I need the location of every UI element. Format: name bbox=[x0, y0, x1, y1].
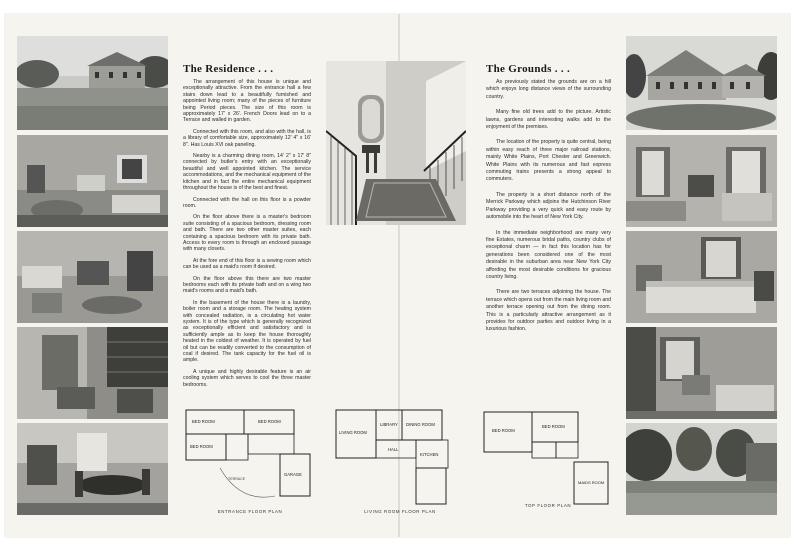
grounds-text bbox=[486, 79, 611, 379]
grounds-trees-photo bbox=[626, 423, 777, 515]
grounds-paragraph: As previously stated the grounds are on a hill which enjoys long distance views of the surrounding country. bbox=[486, 79, 611, 100]
grounds-paragraph: The property is a short distance north of the Merrick Parkway which adjoins the Hutchinson River Parkway providing a very quick and easy route by automobile into the heart of New York City. bbox=[486, 191, 611, 221]
house-exterior-photo bbox=[17, 36, 168, 130]
top-floor-plan-caption: TOP FLOOR PLAN bbox=[524, 503, 572, 508]
garage-label: GARAGE bbox=[284, 472, 302, 477]
entrance-bed-room-label: BED ROOM bbox=[190, 444, 213, 449]
grounds-paragraph: There are two terraces adjoining the house. The terrace which opens out from the main living room and another terrace opening out from the dining room. This is a particularly attractive arrangement as it provides for outdoor parties and outdoor living in a luxurious fashion. bbox=[486, 289, 611, 333]
residence-paragraph: In the basement of the house there is a laundry, boiler room and a storage room. The heating system with concealed radiation, is a circulating hot water system. It is of the type which is generally recognized as exceptionally efficient and satisfactory and is sufficiently ample as to keep the house thoroughly heated in the coldest of weather. It is operated by fuel oil but can be readily converted to the consumption of coal if desired. The tank capacity for the fuel oil is ample. bbox=[183, 299, 311, 364]
residence-paragraph: On the floor above this there are two master bedrooms each with its private bath and on a wing two maid's rooms and a maid's bath. bbox=[183, 275, 311, 295]
terrace-label: TERRACE bbox=[228, 477, 246, 481]
residence-heading: The Residence . . . bbox=[183, 63, 274, 75]
stair-hall-photo bbox=[326, 61, 466, 225]
grounds-heading: The Grounds . . . bbox=[486, 63, 571, 75]
grounds-paragraph: In the immediate neighborhood are many very fine Estates, numerous bridal paths, country clubs of exceptional charm — in fact this location has for generations been considered one of the most desirable in the suburban area near New York City affording the most desirable conditions for gracious country living. bbox=[486, 229, 611, 280]
residence-paragraph: Nearby is a charming dining room, 14' 2" x 17' 8" connected by butler's entry with an exceptionally beautiful and well appointed kitchen. The service accommodations, and the mechanical equipment of the kitchen and in fact the entire mechanical equipment throughout the house is of the best and finest. bbox=[183, 153, 311, 192]
living-room-floor-plan bbox=[330, 408, 470, 508]
sitting-bedroom-photo bbox=[626, 327, 777, 419]
house-front-photo bbox=[626, 36, 777, 130]
hall-label: HALL bbox=[388, 447, 399, 452]
entrance-bed-room-label: BED ROOM bbox=[258, 419, 281, 424]
bedroom-window-photo bbox=[626, 135, 777, 227]
dining-room-label: DINING ROOM bbox=[406, 422, 435, 427]
residence-paragraph: A unique and highly desirable feature is an air cooling system which serves to cool the three master bedrooms. bbox=[183, 368, 311, 388]
grounds-paragraph: Many fine old trees add to the picture. Artistic lawns, gardens and interesting walks add to the enjoyment of the premises. bbox=[486, 109, 611, 131]
living-room-photo bbox=[17, 135, 168, 227]
residence-paragraph: On the floor above there is a master's bedroom suite consisting of a spacious bedroom, dressing room and bath. There are two other master suites, each containing a spacious bedroom with its private bath. Access to every room is through an enclosed passage with many closets. bbox=[183, 214, 311, 253]
residence-paragraph: The arrangement of this house is unique and exceptionally attractive. From the entrance hall a few stairs down lead to a beautifully furnished and appointed living room; many of the pieces of furniture being Period pieces. The size of this room is approximately 17' x 26'. French Doors lead on to a Terrace and walled in garden. bbox=[183, 79, 311, 124]
top-floor-plan bbox=[478, 408, 618, 508]
maids-room-label: MAIDS ROOM bbox=[578, 480, 605, 485]
top-bed-room-label: BED ROOM bbox=[492, 428, 515, 433]
residence-paragraph: Connected with this room, and also with the hall, is a library of comfortable size, approximately 12' 4" x 16' 8". Has Louis XVI oak paneling. bbox=[183, 128, 311, 148]
kitchen-label: KITCHEN bbox=[420, 452, 439, 457]
living-room-floor-plan-caption: LIVING ROOM FLOOR PLAN bbox=[364, 509, 436, 514]
living-room-label: LIVING ROOM bbox=[339, 430, 367, 435]
bedroom-sitting-photo bbox=[17, 231, 168, 323]
entrance-floor-plan bbox=[180, 408, 320, 508]
dining-room-photo bbox=[17, 423, 168, 515]
grounds-paragraph: The location of the property is quite central, being within easy reach of three major railroad stations, mainly White Plains, Port Chester and Greenwich. White Plains with its numerous and fast express commuting trains presents a strong appeal to commuters. bbox=[486, 139, 611, 183]
top-bed-room-label: BED ROOM bbox=[542, 424, 565, 429]
entrance-bed-room-label: BED ROOM bbox=[192, 419, 215, 424]
master-bedroom-photo bbox=[626, 231, 777, 323]
residence-paragraph: At the fore end of this floor is a sewing room which can be used as a maid's room if desired. bbox=[183, 257, 311, 271]
entrance-floor-plan-caption: ENTRANCE FLOOR PLAN bbox=[217, 509, 283, 514]
residence-paragraph: Connected with the hall on this floor is a powder room. bbox=[183, 196, 311, 209]
library-label: LIBRARY bbox=[380, 422, 398, 427]
library-photo bbox=[17, 327, 168, 419]
residence-text bbox=[183, 79, 311, 399]
